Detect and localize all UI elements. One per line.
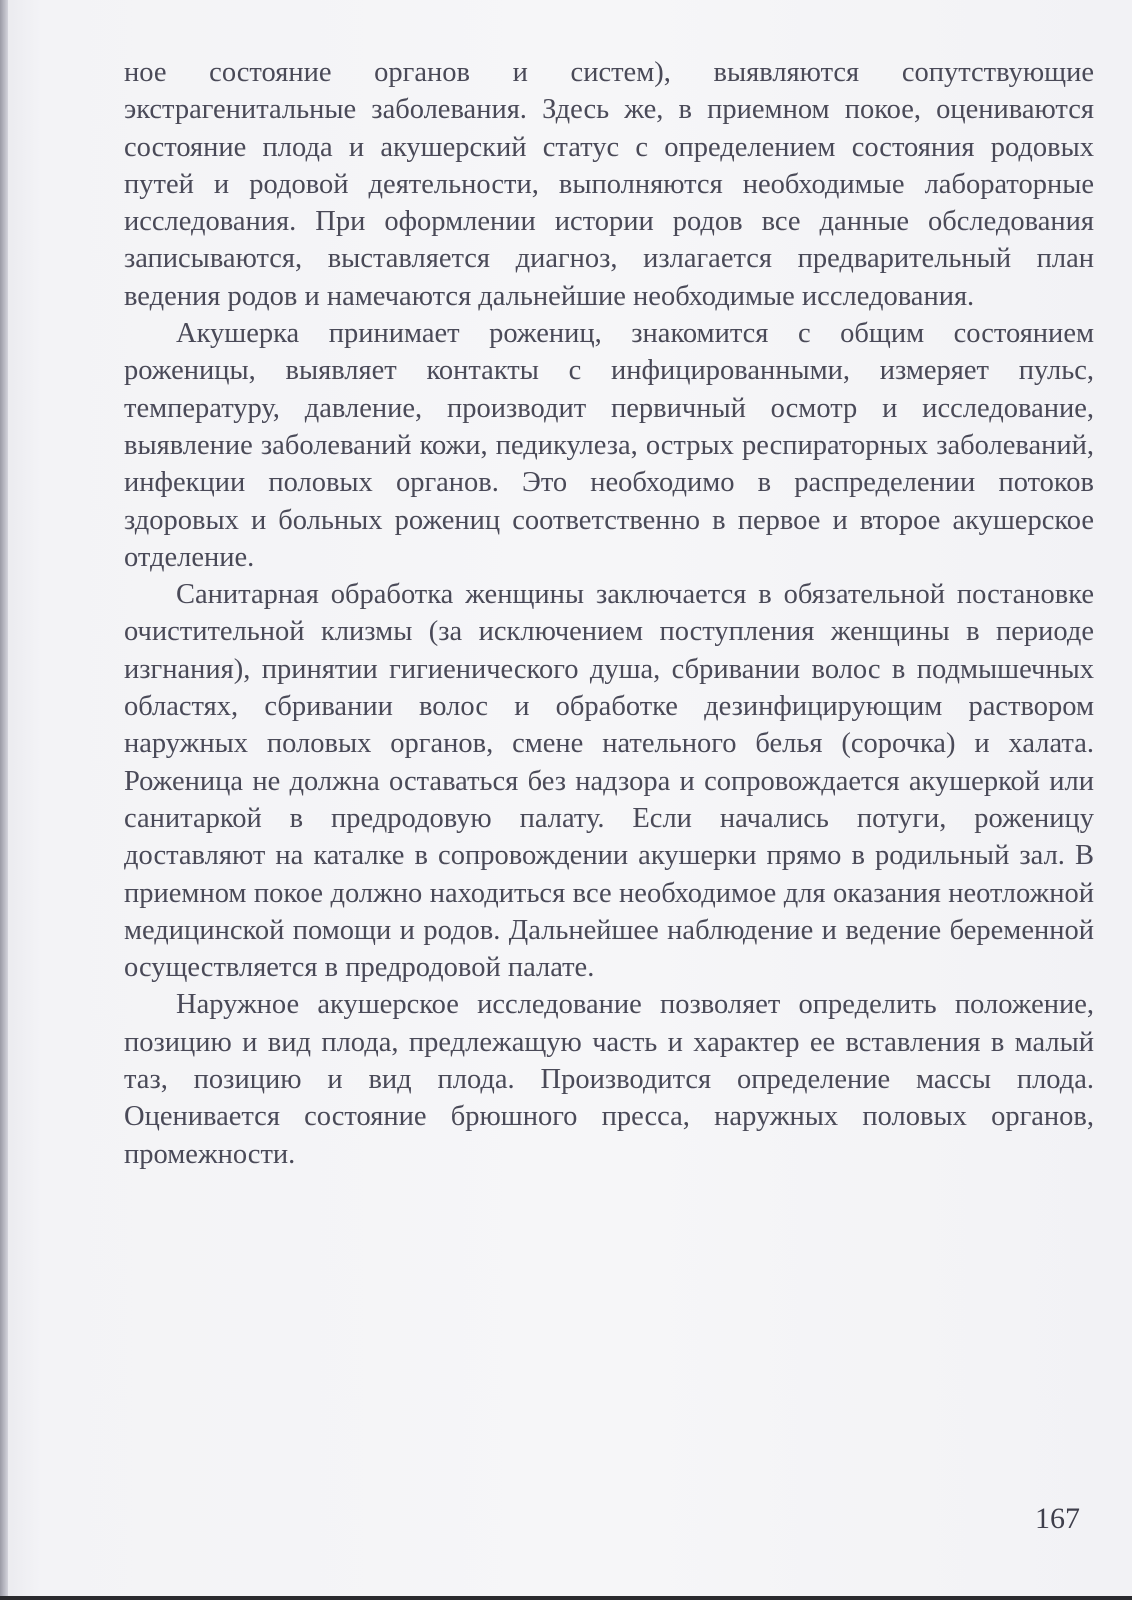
- paragraph-2: Акушерка принимает рожениц, знакомится с общим состоянием роженицы, выявляет контакты с инфицированными, измеряет пульс, температуру, давление, производит первичный осмотр и исследование, выявление заболеваний кожи, педикулеза, острых респираторных заболеваний, инфекции половых органов. Это необходимо в распределении потоков здоровых и больных рожениц соответственно в первое и второе акушерское отделение.: [124, 318, 1094, 573]
- page-spine-shadow: [0, 0, 8, 1600]
- page-bottom-edge: [0, 1596, 1132, 1600]
- paragraph-4: Наружное акушерское исследование позволяет определить положение, позицию и вид плода, предлежащую часть и характер ее вставления в малый таз, позицию и вид плода. Производится определение массы плода. Оценивается состояние брюшного пресса, наружных половых органов, промежности.: [124, 989, 1094, 1170]
- paragraph-3: Санитарная обработка женщины заключается в обязательной постановке очистительной клизмы (за исключением поступления женщины в периоде изгнания), принятии гигиенического душа, сбривании волос в подмышечных областях, сбривании волос и обработке дезинфицирующим раствором наружных половых органов, смене нательного белья (сорочка) и халата. Роженица не должна оставаться без надзора и сопровождается акушеркой или санитаркой в предродовую палату. Если начались потуги, роженицу доставляют на каталке в сопровождении акушерки прямо в родильный зал. В приемном покое должно находиться все необходимое для оказания неотложной медицинской помощи и родов. Дальнейшее наблюдение и ведение беременной осуществляется в предродовой палате.: [124, 579, 1094, 984]
- paragraph-1: ное состояние органов и систем), выявляются сопутствующие экстрагенитальные заболевания. Здесь же, в приемном покое, оцениваются состояние плода и акушерский статус с определением состояния родовых путей и родовой деятельности, выполняются необходимые лабораторные исследования. При оформлении истории родов все данные обследования записываются, выставляется диагноз, излагается предварительный план ведения родов и намечаются дальнейшие необходимые исследования.: [124, 57, 1094, 312]
- body-text: [124, 54, 1094, 1173]
- page-number: 167: [1035, 1502, 1080, 1535]
